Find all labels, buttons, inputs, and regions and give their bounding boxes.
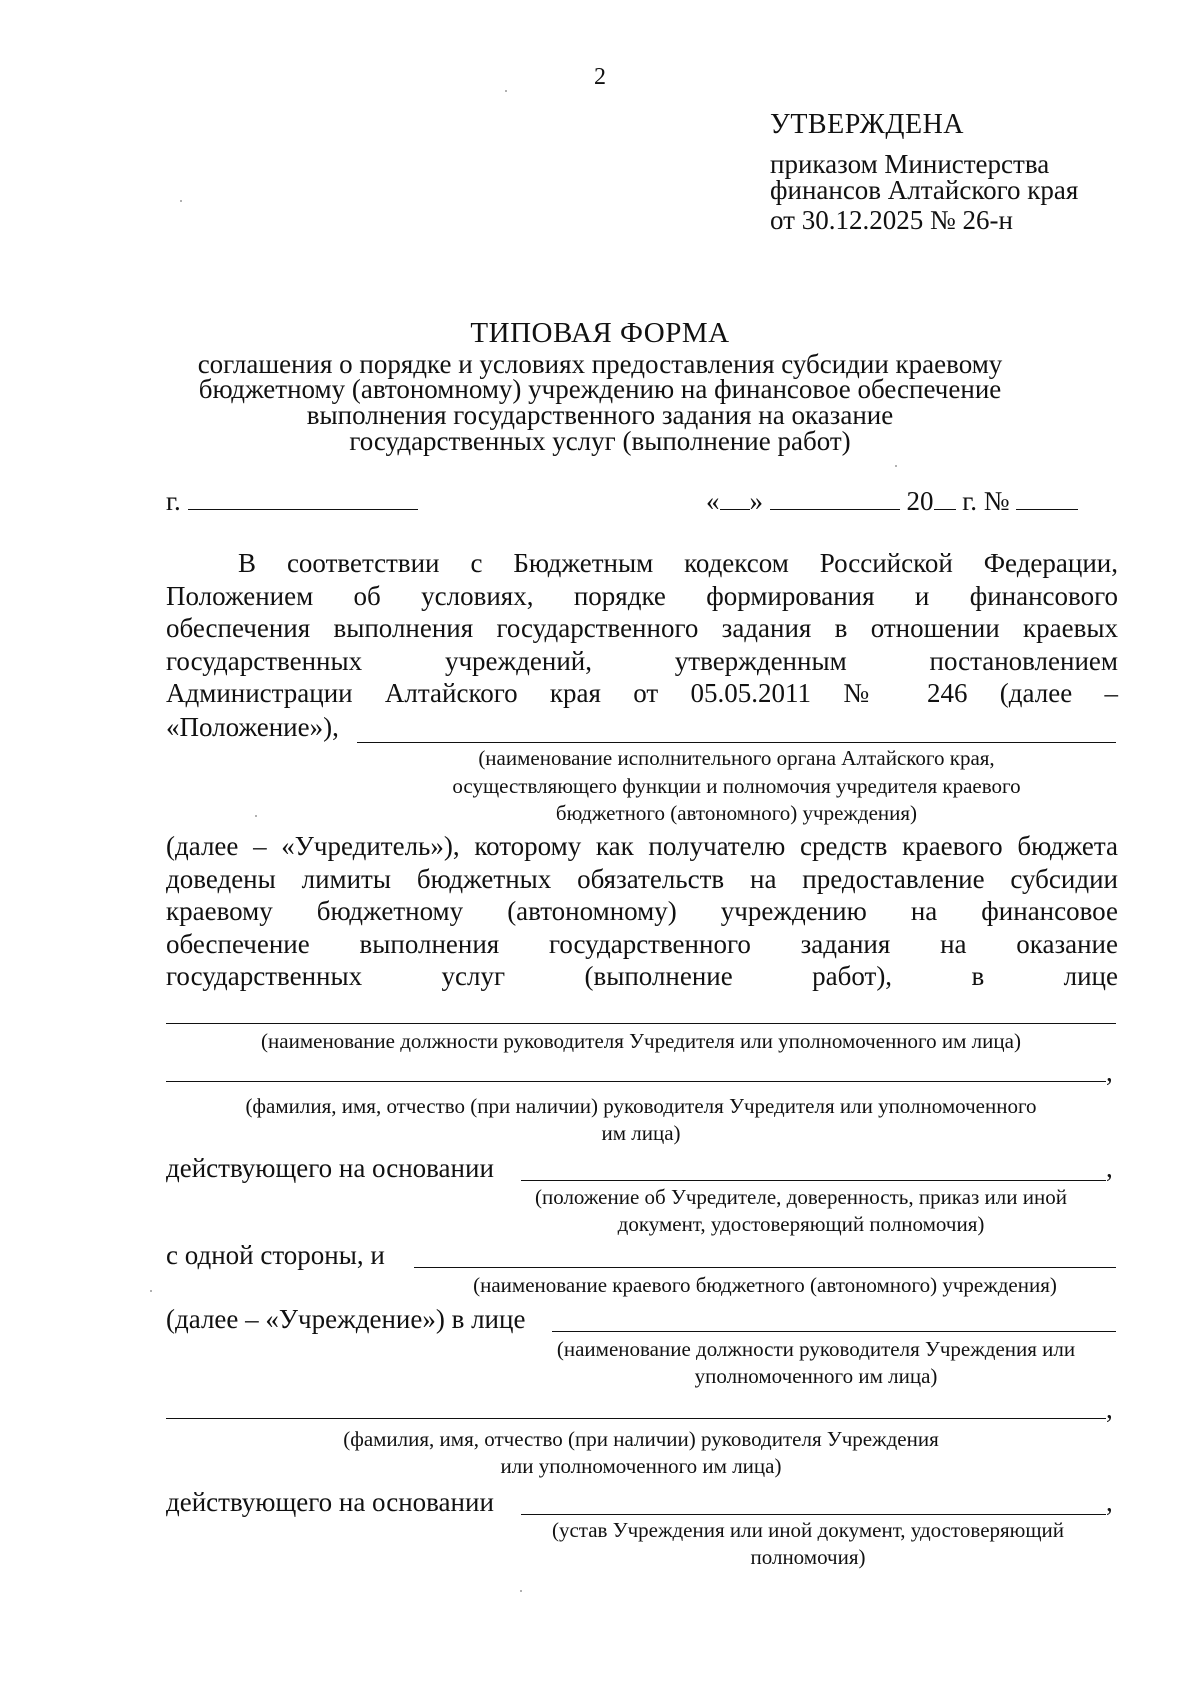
institution-position-line xyxy=(552,1331,1116,1332)
caption-founder-basis-1: (положение об Учредителе, доверенность, приказ или иной xyxy=(535,1185,1067,1209)
founder-acting-basis: действующего на основании xyxy=(166,1153,494,1183)
caption-founder-name-1: (фамилия, имя, отчество (при наличии) руководителя Учредителя или уполномоченного xyxy=(245,1094,1037,1118)
caption-institution-basis-1: (устав Учреждения или иной документ, удостоверяющий xyxy=(551,1518,1065,1542)
caption-founder-3: бюджетного (автономного) учреждения) xyxy=(555,801,918,825)
paragraph-legal-basis-last: «Положение»), xyxy=(166,712,339,742)
approval-line-3: от 30.12.2025 № 26-н xyxy=(770,205,1013,235)
institution-acting-basis: действующего на основании xyxy=(166,1487,494,1517)
scan-speck xyxy=(180,200,182,202)
scan-speck xyxy=(895,465,897,467)
founder-position-line xyxy=(166,1023,1116,1024)
approval-line-2: финансов Алтайского края xyxy=(770,175,1079,205)
comma: , xyxy=(1106,1394,1113,1424)
institution-fullname-line xyxy=(166,1418,1106,1419)
scan-speck xyxy=(150,1290,152,1292)
title-line-3: выполнения государственного задания на оказание xyxy=(306,400,894,430)
comma: , xyxy=(1106,1487,1113,1517)
comma: , xyxy=(1106,1153,1113,1183)
approval-line-1: приказом Министерства xyxy=(770,149,1050,179)
caption-founder-2: осуществляющего функции и полномочия учредителя краевого xyxy=(452,774,1021,798)
caption-founder-1: (наименование исполнительного органа Алтайского края, xyxy=(478,746,995,770)
founder-basis-line xyxy=(521,1180,1106,1181)
city-field: г. xyxy=(166,486,418,517)
institution-basis-line xyxy=(521,1514,1106,1515)
caption-institution-name-2: или уполномоченного им лица) xyxy=(500,1454,782,1478)
title-line-4: государственных услуг (выполнение работ) xyxy=(349,426,851,456)
approval-heading: УТВЕРЖДЕНА xyxy=(770,109,965,140)
scan-speck xyxy=(255,815,257,817)
scan-speck xyxy=(520,1590,522,1592)
title-line-1: соглашения о порядке и условиях предоставления субсидии краевому xyxy=(197,349,1003,379)
comma: , xyxy=(1106,1057,1113,1087)
institution-name-line xyxy=(414,1267,1116,1268)
caption-institution: (наименование краевого бюджетного (автономного) учреждения) xyxy=(473,1273,1057,1297)
one-side-text: с одной стороны, и xyxy=(166,1240,385,1270)
caption-founder-basis-2: документ, удостоверяющий полномочия) xyxy=(617,1212,985,1236)
caption-institution-position-2: уполномоченного им лица) xyxy=(694,1364,938,1388)
founder-fullname-line xyxy=(166,1081,1106,1082)
page-number: 2 xyxy=(594,64,606,90)
founder-name-line xyxy=(357,742,1116,743)
paragraph-founder: (далее – «Учредитель»), которому как получателю средств краевого бюджета доведены лимиты бюджетных обязательств на предоставление субсидии краевому бюджетному (автономному) учреждению на финансовое обеспечение выполнения государственного задания на оказание государственных услуг (выполнение работ), в лице xyxy=(166,831,1118,992)
paragraph-legal-basis: В соответствии с Бюджетным кодексом Российской Федерации, Положением об условиях, порядке формирования и финансового обеспечения выполнения государственного задания в отношении краевых государственных учреждений, утвержденным постановлением Администрации Алтайского края от 05.05.2011 № 246 (далее – xyxy=(166,548,1118,709)
institution-person-text: (далее – «Учреждение») в лице xyxy=(166,1304,526,1334)
caption-founder-position: (наименование должности руководителя Учредителя или уполномоченного им лица) xyxy=(261,1029,1021,1053)
caption-institution-basis-2: полномочия) xyxy=(750,1545,866,1569)
scan-speck xyxy=(505,90,507,92)
caption-institution-position-1: (наименование должности руководителя Учреждения или xyxy=(556,1337,1076,1361)
date-field: « » 20 г. № xyxy=(706,486,1078,517)
caption-institution-name-1: (фамилия, имя, отчество (при наличии) руководителя Учреждения xyxy=(343,1427,939,1451)
title-line-2: бюджетному (автономному) учреждению на финансовое обеспечение xyxy=(198,374,1002,404)
caption-founder-name-2: им лица) xyxy=(601,1121,681,1145)
document-title: ТИПОВАЯ ФОРМА xyxy=(470,317,730,349)
